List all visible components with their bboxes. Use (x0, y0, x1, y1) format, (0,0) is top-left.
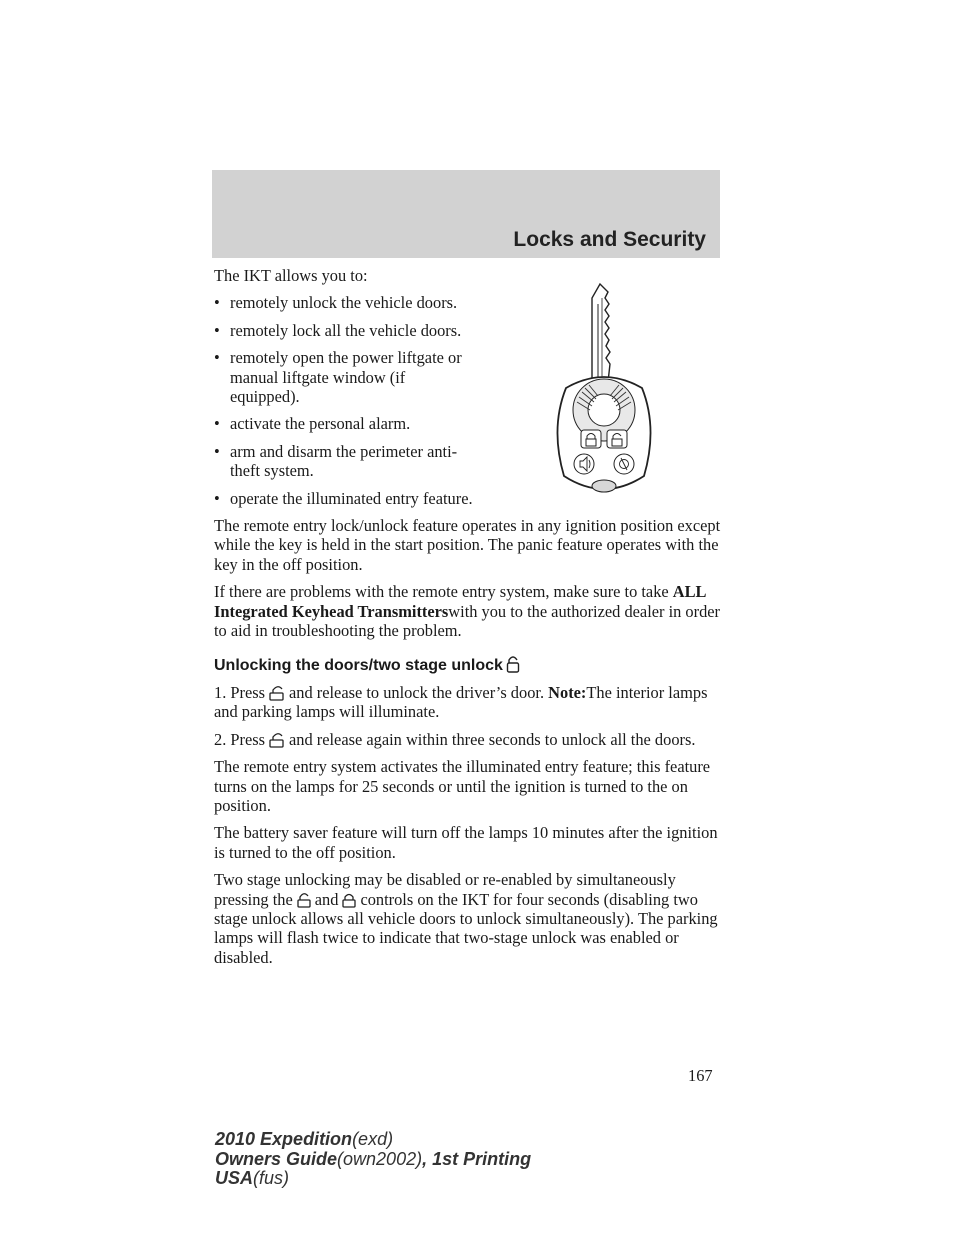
list-item: • remotely lock all the vehicle doors. (214, 321, 474, 340)
footer-model: 2010 Expedition (215, 1129, 353, 1149)
page-content (214, 266, 724, 975)
unlock-icon (268, 732, 286, 748)
footer-line-2 (215, 1150, 531, 1170)
unlock-icon (506, 655, 520, 673)
ignition-paragraph: The remote entry lock/unlock feature operates in any ignition position except while the key is held in the start position. The panic feature operates with the key in the off position. (214, 516, 721, 574)
lock-icon (341, 892, 357, 908)
footer-guide: Owners Guide (215, 1148, 338, 1169)
list-item: • remotely open the power liftgate or manual liftgate window (if equipped). (214, 348, 474, 406)
section-header-band (212, 170, 720, 258)
problems-text-start: If there are problems with the remote entry system, make sure to take (214, 582, 673, 602)
ikt-features-block (214, 266, 474, 508)
intro-text: The IKT allows you to: (214, 266, 368, 285)
two-stage-text-start: Two stage unlocking may be disabled or re-enabled by simultaneously pressing the (214, 870, 676, 909)
unlock-icon (268, 685, 286, 701)
list-item: • activate the personal alarm. (214, 414, 474, 433)
step-2-paragraph (214, 730, 724, 749)
footer-guide-code: (own2002) (337, 1148, 423, 1169)
unlock-icon (296, 892, 312, 908)
list-item: • arm and disarm the perimeter anti-theft system. (214, 442, 474, 481)
transmitters-emphasis: ALL Integrated Keyhead Transmitters (214, 582, 706, 621)
section-title: Locks and Security (513, 228, 706, 251)
illuminated-entry-paragraph: The remote entry system activates the illuminated entry feature; this feature turns on the lamps for 25 seconds or until the ignition is turned to the on position. (214, 757, 711, 815)
problems-text-end: with you to the authorized dealer in order to aid in troubleshooting the problem. (214, 601, 721, 641)
step-1-text: 1. Press (214, 682, 265, 702)
step-1-action: and release to unlock the driver’s door. (289, 682, 545, 702)
step-2-text: 2. Press (214, 729, 265, 749)
note-label: Note: (548, 682, 587, 702)
ikt-feature-list (214, 293, 474, 508)
problems-paragraph (214, 582, 724, 640)
page-number: 167 (688, 1066, 713, 1085)
battery-saver-paragraph: The battery saver feature will turn off the lamps 10 minutes after the ignition is turned to the off position. (214, 823, 718, 862)
step-1-paragraph (214, 683, 724, 722)
list-item: • remotely unlock the vehicle doors. (214, 293, 474, 312)
footer-market: USA (215, 1168, 254, 1188)
list-item: • operate the illuminated entry feature. (214, 489, 474, 508)
unlock-heading-text: Unlocking the doors/two stage unlock (214, 656, 503, 674)
two-stage-text-middle: and (314, 889, 339, 909)
footer-printing: , 1st Printing (422, 1148, 532, 1169)
footer-market-code: (fus) (253, 1168, 290, 1188)
unlock-heading (214, 655, 724, 675)
footer-printing-info (215, 1130, 531, 1189)
footer-line-1 (215, 1130, 531, 1150)
note-text: The interior lamps and parking lamps will illuminate. (214, 682, 708, 722)
two-stage-paragraph (214, 870, 724, 967)
step-2-action: and release again within three seconds to unlock all the doors. (289, 729, 696, 749)
two-stage-text-end: controls on the IKT for four seconds (disabling two stage unlock allows all vehicle doors to unlock simultaneously). The parking lamps will flash twice to indicate that two-stage unlock was enabled or disabled. (214, 889, 718, 967)
footer-model-code: (exd) (352, 1129, 394, 1149)
footer-line-3 (215, 1169, 531, 1189)
